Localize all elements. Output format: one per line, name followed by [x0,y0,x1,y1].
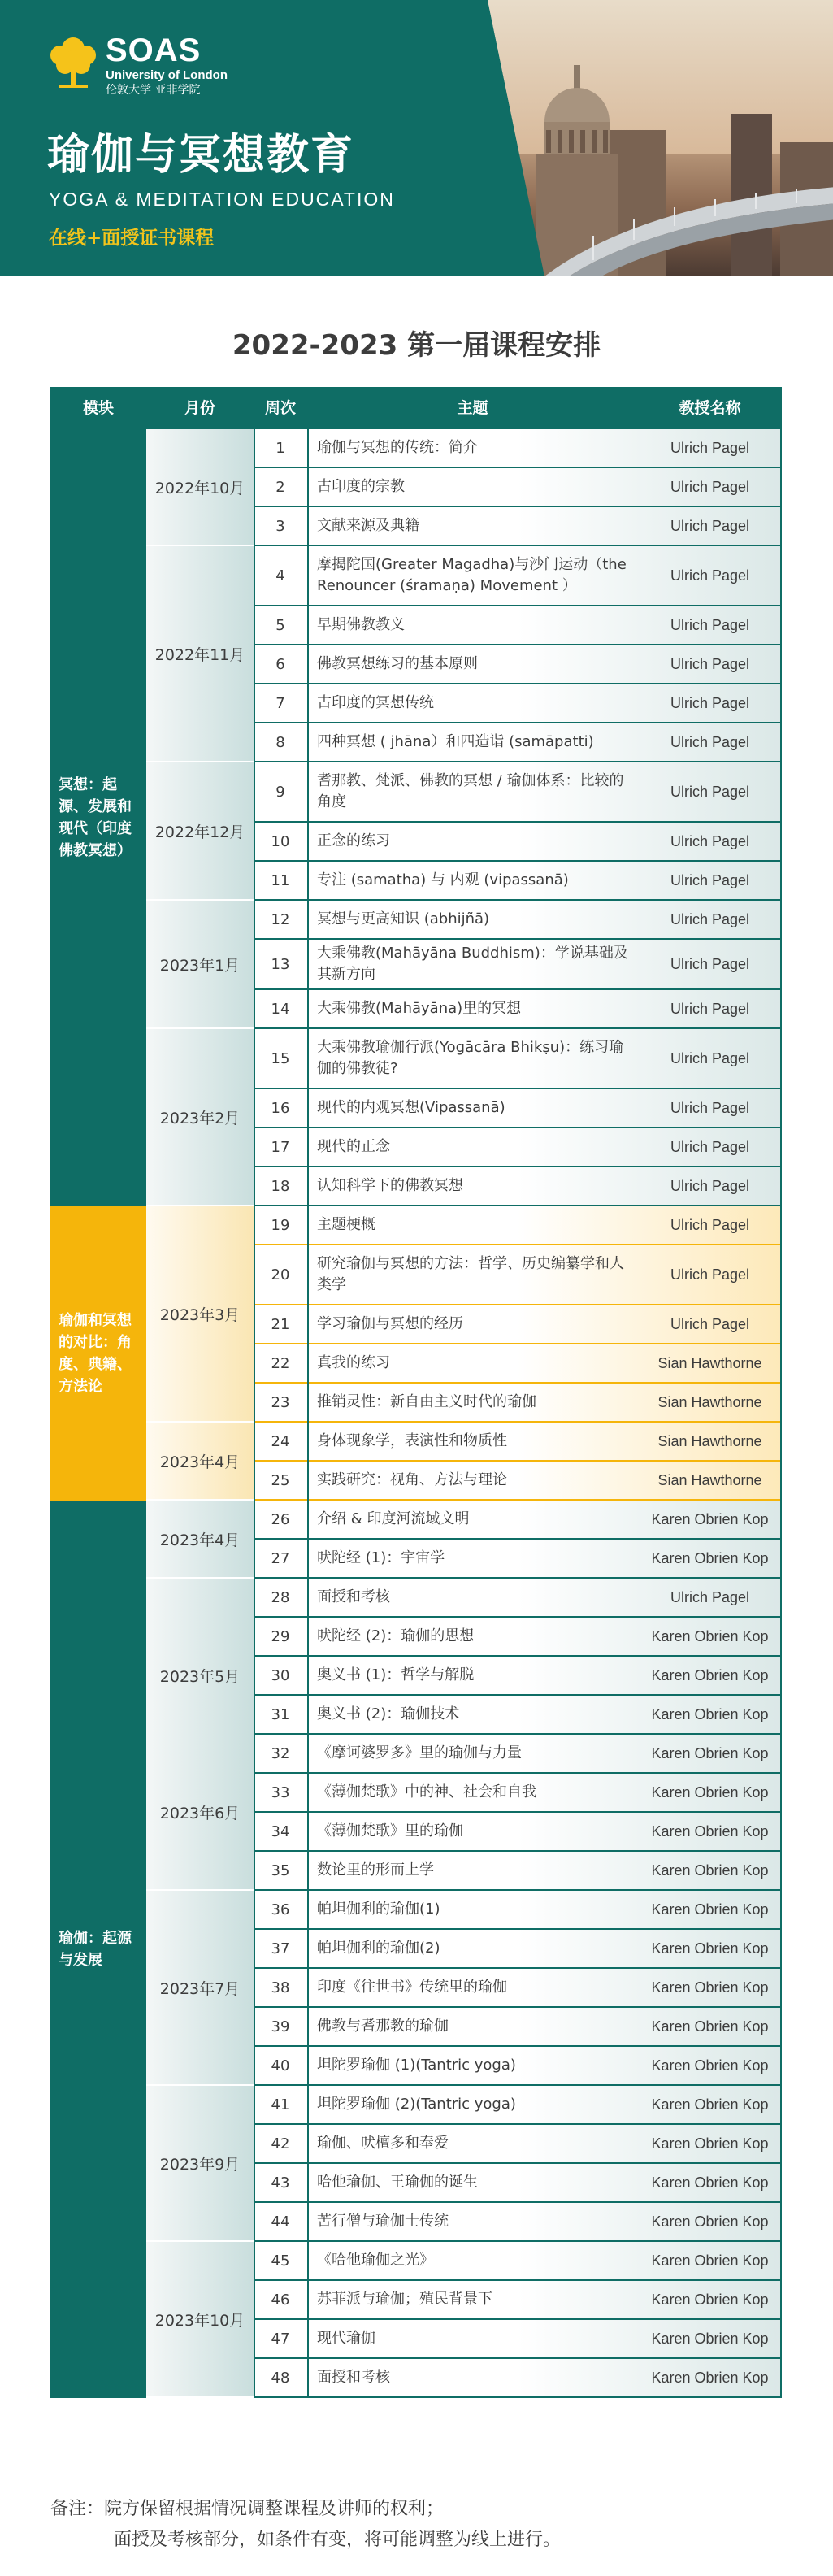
logo-main-text: SOAS [106,33,202,68]
schedule-table [50,387,782,2398]
week-number: 10 [271,832,290,850]
professor-cell: Karen Obrien Kop [651,1666,769,1683]
topic-cell: 数论里的形而上学 [317,1861,434,1879]
professor-cell: Karen Obrien Kop [651,2135,769,2152]
topic-cell: 苦行僧与瑜伽士传统 [317,2213,449,2230]
table-row [254,1029,782,1089]
table-row [254,1774,782,1813]
professor-cell: Karen Obrien Kop [651,1627,769,1644]
module-label: 瑜伽：起源与发展 [59,1930,132,1969]
professor-cell: Ulrich Pagel [670,1216,750,1233]
table-row [254,1344,782,1384]
table-row [254,2203,782,2242]
topic-cell: 《摩诃婆罗多》里的瑜伽与力量 [317,1744,522,1761]
module-cell [50,1206,146,1501]
professor-cell: Sian Hawthorne [657,1432,762,1449]
professor-cell: Karen Obrien Kop [651,1744,769,1761]
table-row [254,1930,782,1969]
professor-cell: Sian Hawthorne [657,1471,762,1488]
topic-cell: 《薄伽梵歌》里的瑜伽 [317,1822,463,1840]
month-cell: 2023年9月 [146,2086,254,2242]
table-row [254,1735,782,1774]
topic-cell: 现代的内观冥想(Vipassanā) [317,1099,505,1116]
table-row [254,2125,782,2164]
topic-cell: 哈他瑜伽、王瑜伽的诞生 [317,2174,478,2191]
table-row [254,2164,782,2203]
table-row [254,1384,782,1423]
week-number: 3 [275,517,285,535]
column-divider [254,429,255,2398]
table-row [254,1618,782,1657]
month-cell: 2023年10月 [146,2242,254,2398]
month-cell: 2023年1月 [146,901,254,1029]
week-number: 23 [271,1393,290,1411]
column-divider [780,429,782,2398]
topic-cell: 大乘佛教瑜伽行派(Yogācāra Bhikṣu)：练习瑜伽的佛教徒? [317,1039,624,1077]
table-row [254,1245,782,1305]
week-number: 20 [271,1266,290,1284]
tree-icon [47,33,99,91]
topic-cell: 《哈他瑜伽之光》 [317,2252,434,2269]
module-cell [50,1501,146,2398]
table-row [254,1540,782,1579]
week-number: 22 [271,1354,290,1372]
topic-cell: 吠陀经 (2)：瑜伽的思想 [317,1627,475,1644]
month-cell: 2023年3月 [146,1206,254,1423]
professor-cell: Ulrich Pagel [670,1099,750,1116]
professor-cell: Ulrich Pagel [670,616,750,633]
table-row [254,546,782,606]
professor-cell: Ulrich Pagel [670,567,750,584]
table-row [254,684,782,723]
table-row [254,468,782,507]
week-number: 27 [271,1549,290,1567]
table-row [254,1969,782,2008]
table-row [254,940,782,990]
topic-cell: 帕坦伽利的瑜伽(1) [317,1901,440,1918]
column-header-module: 模块 [82,399,114,417]
topic-cell: 奥义书 (1)：哲学与解脱 [317,1666,475,1683]
table-row [254,1813,782,1852]
topic-cell: 介绍 & 印度河流域文明 [317,1510,470,1527]
week-number: 48 [271,2369,290,2387]
week-number: 35 [271,1861,290,1879]
table-row [254,2047,782,2086]
professor-cell: Ulrich Pagel [670,439,750,456]
week-number: 30 [271,1666,290,1684]
week-number: 4 [275,567,285,584]
table-row [254,2281,782,2320]
module-label: 冥想：起源、发展和现代（印度佛教冥想） [59,776,132,859]
table-row [254,1089,782,1128]
week-number: 44 [271,2213,290,2231]
table-row [254,645,782,684]
week-number: 8 [275,733,285,751]
topic-cell: 正念的练习 [317,832,390,849]
professor-cell: Karen Obrien Kop [651,1940,769,1957]
page-title: 瑜伽与冥想教育 [47,131,355,180]
week-number: 18 [271,1177,290,1195]
topic-cell: 大乘佛教(Mahāyāna)里的冥想 [317,1000,522,1017]
professor-cell: Karen Obrien Kop [651,1783,769,1801]
week-number: 40 [271,2057,290,2074]
professor-cell: Ulrich Pagel [670,832,750,849]
professor-cell: Ulrich Pagel [670,1177,750,1194]
professor-cell: Ulrich Pagel [670,955,750,972]
professor-cell: Karen Obrien Kop [651,2174,769,2191]
table-row [254,1579,782,1618]
table-row [254,2086,782,2125]
table-row [254,2008,782,2047]
header-photo [488,0,833,276]
topic-cell: 研究瑜伽与冥想的方法：哲学、历史编纂学和人类学 [317,1255,624,1293]
week-number: 41 [271,2096,290,2113]
week-number: 17 [271,1138,290,1156]
topic-cell: 古印度的宗教 [317,478,405,495]
topic-cell: 认知科学下的佛教冥想 [317,1177,463,1194]
topic-cell: 文献来源及典籍 [317,517,419,534]
week-number: 6 [275,655,285,673]
topic-cell: 耆那教、梵派、佛教的冥想 / 瑜伽体系：比较的角度 [317,772,624,810]
professor-cell: Ulrich Pagel [670,694,750,711]
topic-cell: 瑜伽、吠檀多和奉爱 [317,2135,449,2152]
logo-university-text: University of London [106,68,228,82]
professor-cell: Karen Obrien Kop [651,1901,769,1918]
month-cell: 2023年6月 [146,1735,254,1891]
topic-cell: 面授和考核 [317,2369,390,2386]
column-header-month: 月份 [184,399,215,417]
topic-cell: 摩揭陀国(Greater Magadha)与沙门运动（the Renouncer (śramaṇa) Movement ） [317,556,627,594]
table-row [254,606,782,645]
table-row [254,1305,782,1344]
week-number: 25 [271,1471,290,1489]
table-row [254,1206,782,1245]
topic-cell: 早期佛教教义 [317,616,405,633]
professor-cell: Karen Obrien Kop [651,2213,769,2230]
professor-cell: Karen Obrien Kop [651,2369,769,2386]
topic-cell: 坦陀罗瑜伽 (1)(Tantric yoga) [317,2057,516,2074]
week-number: 46 [271,2291,290,2309]
topic-cell: 印度《往世书》传统里的瑜伽 [317,1979,507,1996]
table-row [254,2359,782,2398]
week-number: 36 [271,1901,290,1918]
professor-cell: Karen Obrien Kop [651,1705,769,1722]
professor-cell: Karen Obrien Kop [651,2057,769,2074]
professor-cell: Ulrich Pagel [670,733,750,750]
professor-cell: Ulrich Pagel [670,871,750,888]
week-number: 14 [271,1000,290,1018]
professor-cell: Ulrich Pagel [670,1049,750,1066]
professor-cell: Karen Obrien Kop [651,1549,769,1566]
table-row [254,1423,782,1462]
professor-cell: Karen Obrien Kop [651,1822,769,1840]
notes [50,2494,782,2556]
week-number: 34 [271,1822,290,1840]
week-number: 43 [271,2174,290,2192]
column-header-topic: 主题 [457,399,488,417]
week-number: 39 [271,2018,290,2035]
professor-cell: Sian Hawthorne [657,1354,762,1371]
topic-cell: 《薄伽梵歌》中的神、社会和自我 [317,1783,536,1801]
topic-cell: 现代瑜伽 [317,2330,375,2347]
topic-cell: 实践研究：视角、方法与理论 [317,1471,507,1488]
month-cell: 2023年2月 [146,1029,254,1206]
week-number: 24 [271,1432,290,1450]
topic-cell: 吠陀经 (1)：宇宙学 [317,1549,445,1566]
note-line-1: 备注：院方保留根据情况调整课程及讲师的权利； [50,2499,445,2519]
column-header-professor: 教授名称 [679,399,741,417]
soas-logo [47,33,291,98]
table-row [254,1501,782,1540]
course-subtitle: 在线+面授证书课程 [49,228,215,249]
week-number: 31 [271,1705,290,1723]
professor-cell: Sian Hawthorne [657,1393,762,1410]
topic-cell: 古印度的冥想传统 [317,694,434,711]
professor-cell: Karen Obrien Kop [651,2252,769,2269]
week-number: 19 [271,1216,290,1234]
topic-cell: 面授和考核 [317,1588,390,1605]
professor-cell: Karen Obrien Kop [651,1861,769,1879]
professor-cell: Ulrich Pagel [670,517,750,534]
topic-cell: 冥想与更高知识 (abhijñā) [317,910,490,927]
week-number: 32 [271,1744,290,1762]
week-number: 26 [271,1510,290,1528]
week-number: 29 [271,1627,290,1645]
week-number: 37 [271,1940,290,1957]
professor-cell: Ulrich Pagel [670,1315,750,1332]
column-header-week: 周次 [264,399,296,417]
topic-cell: 现代的正念 [317,1138,390,1155]
week-number: 33 [271,1783,290,1801]
week-number: 9 [275,783,285,801]
header-banner [0,0,833,276]
logo-chinese-text: 伦敦大学 亚非学院 [106,84,201,97]
professor-cell: Ulrich Pagel [670,783,750,800]
professor-cell: Karen Obrien Kop [651,2330,769,2347]
week-number: 38 [271,1979,290,1996]
table-row [254,2242,782,2281]
schedule-title: 2022-2023 第一届课程安排 [232,329,601,362]
topic-cell: 学习瑜伽与冥想的经历 [317,1315,463,1332]
table-row [254,1462,782,1501]
topic-cell: 佛教与耆那教的瑜伽 [317,2018,449,2035]
table-row [254,762,782,823]
week-number: 13 [271,955,290,973]
month-cell: 2022年11月 [146,546,254,762]
table-row [254,901,782,940]
week-number: 15 [271,1049,290,1067]
professor-cell: Karen Obrien Kop [651,1510,769,1527]
month-cell: 2023年4月 [146,1501,254,1579]
week-number: 21 [271,1315,290,1333]
professor-cell: Ulrich Pagel [670,1000,750,1017]
month-cell: 2023年5月 [146,1579,254,1774]
topic-cell: 奥义书 (2)：瑜伽技术 [317,1705,460,1722]
topic-cell: 佛教冥想练习的基本原则 [317,655,478,672]
professor-cell: Karen Obrien Kop [651,1979,769,1996]
note-line-2: 面授及考核部分，如条件有变，将可能调整为线上进行。 [114,2530,562,2550]
week-number: 42 [271,2135,290,2152]
professor-cell: Ulrich Pagel [670,655,750,672]
professor-cell: Karen Obrien Kop [651,2096,769,2113]
week-number: 1 [275,439,285,457]
module-cell [50,429,146,1206]
table-row [254,823,782,862]
topic-cell: 四种冥想 ( jhāna）和四造诣 (samāpatti) [317,733,594,750]
topic-cell: 大乘佛教(Mahāyāna Buddhism)：学说基础及其新方向 [317,945,628,983]
table-row [254,1696,782,1735]
week-number: 5 [275,616,285,634]
table-row [254,990,782,1029]
table-row [254,507,782,546]
month-cell: 2022年10月 [146,429,254,546]
week-number: 7 [275,694,285,712]
week-number: 2 [275,478,285,496]
topic-cell: 主题梗概 [317,1216,375,1233]
week-number: 45 [271,2252,290,2270]
month-cell: 2023年7月 [146,1891,254,2086]
module-label: 瑜伽和冥想的对比：角度、典籍、方法论 [59,1312,132,1395]
topic-cell: 帕坦伽利的瑜伽(2) [317,1940,440,1957]
week-number: 47 [271,2330,290,2348]
table-row [254,723,782,762]
page-title-english: YOGA & MEDITATION EDUCATION [49,189,395,210]
table-row [254,1128,782,1167]
professor-cell: Ulrich Pagel [670,1138,750,1155]
month-cell: 2022年12月 [146,762,254,901]
professor-cell: Ulrich Pagel [670,1266,750,1283]
topic-cell: 瑜伽与冥想的传统：简介 [317,439,478,456]
table-row [254,1167,782,1206]
week-number: 28 [271,1588,290,1606]
week-number: 12 [271,910,290,928]
week-number: 16 [271,1099,290,1117]
column-divider [307,429,309,2398]
topic-cell: 专注 (samatha) 与 内观 (vipassanā) [317,871,569,888]
professor-cell: Ulrich Pagel [670,1588,750,1605]
topic-cell: 身体现象学，表演性和物质性 [317,1432,507,1449]
table-row [254,1657,782,1696]
topic-cell: 推销灵性：新自由主义时代的瑜伽 [317,1393,536,1410]
professor-cell: Karen Obrien Kop [651,2291,769,2308]
table-row [254,429,782,468]
topic-cell: 真我的练习 [317,1354,390,1371]
bridge-icon [544,171,833,276]
table-header [50,387,782,429]
table-row [254,862,782,901]
table-row [254,1891,782,1930]
professor-cell: Ulrich Pagel [670,478,750,495]
week-number: 11 [271,871,290,889]
topic-cell: 苏菲派与瑜伽；殖民背景下 [317,2291,492,2308]
table-row [254,2320,782,2359]
topic-cell: 坦陀罗瑜伽 (2)(Tantric yoga) [317,2096,516,2113]
professor-cell: Karen Obrien Kop [651,2018,769,2035]
professor-cell: Ulrich Pagel [670,910,750,927]
table-row [254,1852,782,1891]
month-cell: 2023年4月 [146,1423,254,1501]
